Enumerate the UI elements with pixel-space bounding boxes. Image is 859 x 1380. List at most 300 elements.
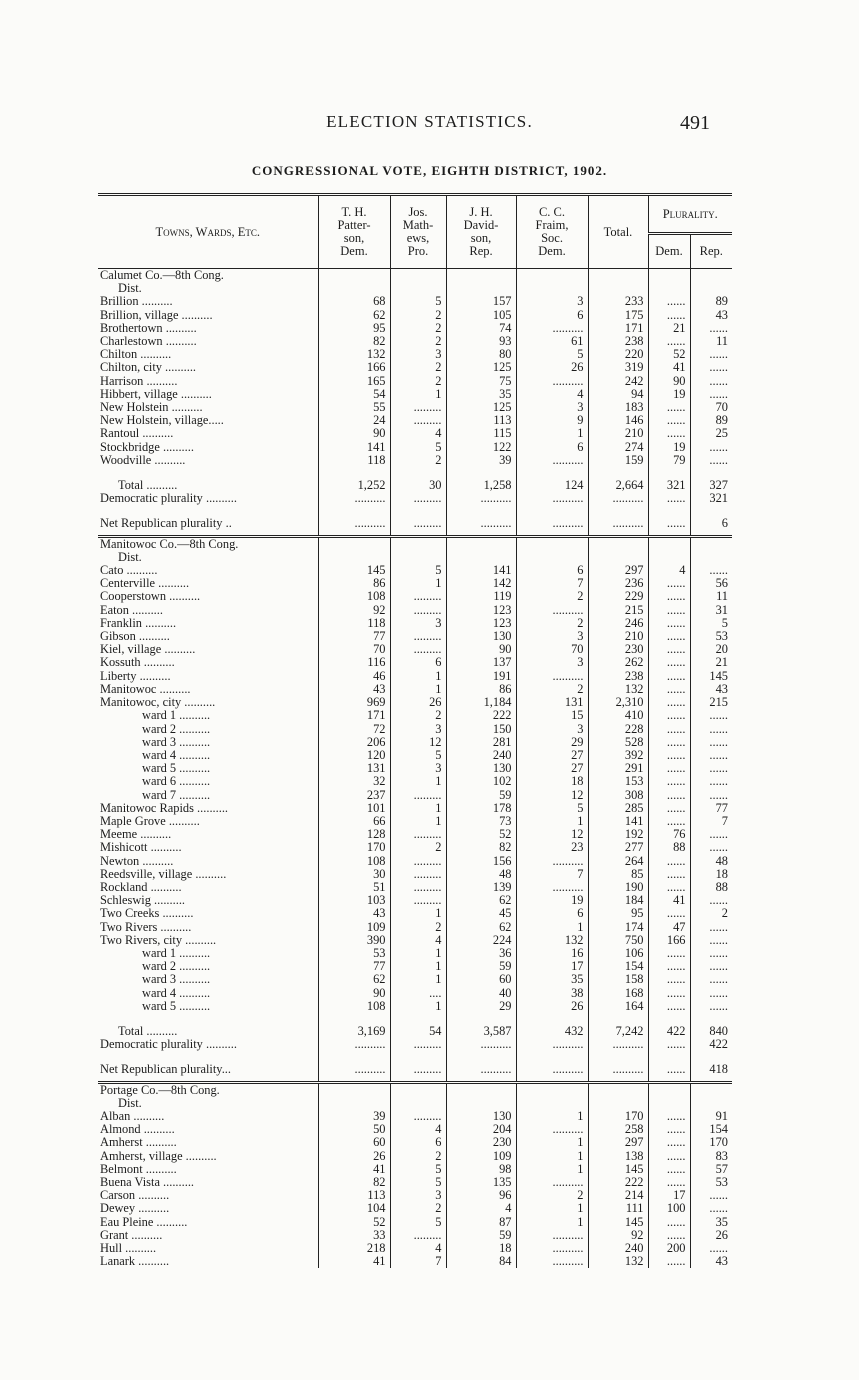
row-label: Franklin ..........: [100, 615, 177, 630]
cell: [588, 1082, 648, 1097]
table-row: [98, 934, 732, 947]
cell: 108: [318, 1000, 390, 1013]
cell: 95: [588, 907, 648, 920]
cell: ......: [648, 1063, 690, 1076]
cell: 29: [516, 736, 588, 749]
row-label: ward 4 ..........: [142, 747, 211, 762]
cell: 75: [446, 375, 516, 388]
cell: 210: [588, 630, 648, 643]
cell: 19: [648, 388, 690, 401]
cell: 62: [446, 894, 516, 907]
cell: 1: [516, 427, 588, 440]
cell: 204: [446, 1123, 516, 1136]
cell: 262: [588, 656, 648, 669]
cell: ..........: [516, 1255, 588, 1268]
cell: 171: [588, 322, 648, 335]
row-label: New Holstein, village.....: [100, 413, 224, 428]
cell: 422: [648, 1025, 690, 1038]
row-label: Kossuth ..........: [100, 655, 175, 670]
cell: 141: [318, 441, 390, 454]
table-row: [98, 907, 732, 920]
cell: 137: [446, 656, 516, 669]
cell: 229: [588, 590, 648, 603]
cell: 91: [690, 1110, 732, 1123]
cell: 1: [390, 577, 446, 590]
cell: ......: [690, 564, 732, 577]
cell: 88: [648, 841, 690, 854]
cell: 54: [390, 1025, 446, 1038]
cell: 2: [390, 309, 446, 322]
cell: 84: [446, 1255, 516, 1268]
cell: 228: [588, 723, 648, 736]
cell: 274: [588, 441, 648, 454]
cell: 85: [588, 868, 648, 881]
row-label: Manitowoc Co.—8th Cong.: [100, 536, 239, 551]
cell: 2: [516, 617, 588, 630]
table-row: [98, 709, 732, 722]
cell: 132: [588, 683, 648, 696]
cell: ......: [690, 934, 732, 947]
cell: ..........: [516, 1038, 588, 1051]
column-header-plurality-rep: Rep.: [690, 234, 732, 269]
cell: 53: [690, 1176, 732, 1189]
cell: 1: [516, 1136, 588, 1149]
cell: 750: [588, 934, 648, 947]
table-row: [98, 1255, 732, 1268]
cell: 30: [318, 868, 390, 881]
cell: 1: [390, 388, 446, 401]
cell: 5: [390, 1216, 446, 1229]
cell: 50: [318, 1123, 390, 1136]
row-label: Amherst ..........: [100, 1135, 177, 1150]
table-row: [98, 987, 732, 1000]
table-row: [98, 736, 732, 749]
cell: 77: [318, 630, 390, 643]
cell: 40: [446, 987, 516, 1000]
cell: .........: [390, 1110, 446, 1123]
cell: 59: [446, 789, 516, 802]
table-row: [98, 309, 732, 322]
row-label: ward 2 ..........: [142, 959, 211, 974]
cell: ......: [690, 762, 732, 775]
cell: ......: [690, 361, 732, 374]
cell: 3: [516, 630, 588, 643]
cell: 1: [390, 947, 446, 960]
cell: 7,242: [588, 1025, 648, 1038]
cell: ..........: [516, 1176, 588, 1189]
cell: 94: [588, 388, 648, 401]
cell: ......: [648, 517, 690, 530]
cell: 258: [588, 1123, 648, 1136]
cell: 5: [390, 564, 446, 577]
cell: 191: [446, 670, 516, 683]
cell: ......: [648, 590, 690, 603]
cell: 154: [588, 960, 648, 973]
row-label: ward 4 ..........: [142, 985, 211, 1000]
cell: 6: [516, 441, 588, 454]
cell: 1: [390, 960, 446, 973]
cell: [690, 1082, 732, 1097]
column-header-towns: Towns, Wards, Etc.: [98, 195, 318, 269]
cell: 141: [446, 564, 516, 577]
cell: [516, 1082, 588, 1097]
row-label: Dist.: [118, 1095, 142, 1110]
cell: 131: [516, 696, 588, 709]
cell: ..........: [516, 322, 588, 335]
cell: 51: [318, 881, 390, 894]
cell: ..........: [318, 492, 390, 505]
cell: 184: [588, 894, 648, 907]
cell: 7: [516, 868, 588, 881]
cell: ......: [648, 802, 690, 815]
row-label: Belmont ..........: [100, 1161, 177, 1176]
cell: 12: [516, 789, 588, 802]
cell: 33: [318, 1229, 390, 1242]
cell: 53: [690, 630, 732, 643]
row-label: Stockbridge ..........: [100, 439, 194, 454]
cell: 35: [446, 388, 516, 401]
cell: 392: [588, 749, 648, 762]
row-label: Almond ..........: [100, 1122, 175, 1137]
vote-table: [98, 193, 732, 1268]
table-row: [98, 295, 732, 308]
cell: 5: [390, 1176, 446, 1189]
cell: 26: [516, 1000, 588, 1013]
cell: 122: [446, 441, 516, 454]
row-label: Brillion, village ..........: [100, 307, 213, 322]
cell: 321: [690, 492, 732, 505]
cell: [690, 269, 732, 283]
cell: 170: [588, 1110, 648, 1123]
cell: ..........: [318, 1038, 390, 1051]
running-head: ELECTION STATISTICS.: [326, 112, 533, 131]
table-row: [98, 802, 732, 815]
cell: 200: [648, 1242, 690, 1255]
cell: 26: [516, 361, 588, 374]
cell: ......: [648, 1150, 690, 1163]
cell: 4: [390, 1123, 446, 1136]
cell: 39: [446, 454, 516, 467]
cell: 1,258: [446, 479, 516, 492]
cell: 62: [318, 309, 390, 322]
cell: 2: [390, 361, 446, 374]
cell: 109: [318, 921, 390, 934]
cell: 236: [588, 577, 648, 590]
cell: 2: [390, 1202, 446, 1215]
cell: 19: [516, 894, 588, 907]
cell: 2: [390, 841, 446, 854]
cell: 79: [648, 454, 690, 467]
cell: 89: [690, 295, 732, 308]
row-label: Gibson ..........: [100, 629, 170, 644]
cell: 38: [516, 987, 588, 1000]
cell: ......: [690, 987, 732, 1000]
cell: 61: [516, 335, 588, 348]
cell: 2: [390, 322, 446, 335]
cell: 1: [390, 815, 446, 828]
cell: 6: [516, 309, 588, 322]
row-label: Hibbert, village ..........: [100, 386, 212, 401]
row-label: Reedsville, village ..........: [100, 866, 227, 881]
cell: 242: [588, 375, 648, 388]
cell: 73: [446, 815, 516, 828]
row-label: Net Republican plurality ..: [100, 516, 232, 531]
cell: ....: [390, 987, 446, 1000]
table-row: [98, 1000, 732, 1013]
cell: 166: [318, 361, 390, 374]
cell: ......: [690, 736, 732, 749]
cell: 170: [318, 841, 390, 854]
row-label: Eaton ..........: [100, 602, 163, 617]
cell: 327: [690, 479, 732, 492]
cell: 70: [318, 643, 390, 656]
cell: 240: [446, 749, 516, 762]
row-label: ward 1 ..........: [142, 945, 211, 960]
cell: 119: [446, 590, 516, 603]
cell: 2: [390, 454, 446, 467]
row-label: Maple Grove ..........: [100, 813, 200, 828]
row-label: Total ..........: [118, 478, 178, 493]
cell: ......: [648, 1216, 690, 1229]
cell: [588, 536, 648, 551]
cell: 1: [516, 921, 588, 934]
row-label: Cato ..........: [100, 563, 158, 578]
cell: 98: [446, 1163, 516, 1176]
cell: 100: [648, 1202, 690, 1215]
cell: 159: [588, 454, 648, 467]
cell: 1,252: [318, 479, 390, 492]
cell: ..........: [446, 1063, 516, 1076]
cell: 125: [446, 401, 516, 414]
cell: .........: [390, 643, 446, 656]
cell: 55: [318, 401, 390, 414]
cell: 230: [588, 643, 648, 656]
cell: 90: [318, 987, 390, 1000]
table-row: [98, 1038, 732, 1051]
cell: 1: [516, 1150, 588, 1163]
cell: 36: [446, 947, 516, 960]
cell: 5: [390, 749, 446, 762]
cell: 29: [446, 1000, 516, 1013]
cell: 5: [516, 802, 588, 815]
cell: 171: [318, 709, 390, 722]
cell: 24: [318, 414, 390, 427]
cell: ..........: [516, 375, 588, 388]
cell: ......: [648, 401, 690, 414]
cell: 132: [516, 934, 588, 947]
cell: ......: [690, 441, 732, 454]
cell: 168: [588, 987, 648, 1000]
cell: 3: [390, 348, 446, 361]
row-label: Manitowoc ..........: [100, 681, 191, 696]
cell: ..........: [446, 517, 516, 530]
cell: [390, 536, 446, 551]
row-label: Brothertown ..........: [100, 320, 197, 335]
cell: 3: [516, 656, 588, 669]
cell: 1: [516, 1110, 588, 1123]
cell: 4: [648, 564, 690, 577]
cell: ......: [648, 696, 690, 709]
cell: 192: [588, 828, 648, 841]
row-label: Portage Co.—8th Cong.: [100, 1082, 220, 1097]
row-label: Cooperstown ..........: [100, 589, 201, 604]
cell: 108: [318, 855, 390, 868]
cell: ......: [648, 414, 690, 427]
cell: ......: [690, 749, 732, 762]
cell: 41: [648, 894, 690, 907]
table-title: CONGRESSIONAL VOTE, EIGHTH DISTRICT, 1902.: [251, 163, 608, 178]
cell: [516, 536, 588, 551]
cell: 2: [516, 683, 588, 696]
table-body: [98, 269, 732, 1269]
row-label: Manitowoc Rapids ..........: [100, 800, 229, 815]
cell: 222: [446, 709, 516, 722]
cell: 104: [318, 1202, 390, 1215]
table-row: [98, 1150, 732, 1163]
cell: 1: [390, 775, 446, 788]
table-row: [98, 492, 732, 505]
cell: ..........: [318, 1063, 390, 1076]
cell: 70: [690, 401, 732, 414]
cell: ..........: [446, 492, 516, 505]
cell: 87: [446, 1216, 516, 1229]
cell: ......: [648, 1000, 690, 1013]
cell: 1: [390, 1000, 446, 1013]
cell: 6: [390, 1136, 446, 1149]
cell: ......: [690, 454, 732, 467]
cell: ......: [690, 789, 732, 802]
cell: ......: [648, 295, 690, 308]
cell: 4: [390, 1242, 446, 1255]
cell: 291: [588, 762, 648, 775]
cell: 90: [648, 375, 690, 388]
table-row: [98, 454, 732, 467]
cell: 170: [690, 1136, 732, 1149]
cell: 218: [318, 1242, 390, 1255]
table-row: [98, 670, 732, 683]
row-label: Rockland ..........: [100, 879, 182, 894]
cell: 5: [516, 348, 588, 361]
cell: ......: [648, 1110, 690, 1123]
row-label: ward 5 ..........: [142, 761, 211, 776]
cell: ......: [690, 828, 732, 841]
cell: 45: [446, 907, 516, 920]
cell: ......: [690, 375, 732, 388]
cell: ......: [648, 709, 690, 722]
table-row: [98, 656, 732, 669]
table-row: [98, 269, 732, 283]
row-label: Hull ..........: [100, 1241, 157, 1256]
cell: [648, 1097, 690, 1110]
cell: 101: [318, 802, 390, 815]
cell: 3: [516, 723, 588, 736]
cell: ......: [648, 960, 690, 973]
table-row: [98, 1097, 732, 1110]
cell: 35: [690, 1216, 732, 1229]
cell: 120: [318, 749, 390, 762]
table-row: [98, 361, 732, 374]
cell: ......: [648, 1123, 690, 1136]
cell: 74: [446, 322, 516, 335]
cell: 52: [318, 1216, 390, 1229]
cell: ......: [648, 855, 690, 868]
cell: 308: [588, 789, 648, 802]
cell: ..........: [516, 604, 588, 617]
cell: 57: [690, 1163, 732, 1176]
column-header-mathews: Jos. Math- ews, Pro.: [390, 195, 446, 269]
row-label: Two Rivers ..........: [100, 919, 192, 934]
cell: 46: [318, 670, 390, 683]
cell: ..........: [516, 517, 588, 530]
table-row: [98, 868, 732, 881]
cell: [648, 1082, 690, 1097]
cell: .........: [390, 1038, 446, 1051]
row-label: ward 1 ..........: [142, 708, 211, 723]
table-row: [98, 1202, 732, 1215]
cell: 432: [516, 1025, 588, 1038]
cell: .........: [390, 881, 446, 894]
cell: ......: [648, 492, 690, 505]
row-label: Brillion ..........: [100, 294, 173, 309]
cell: ..........: [588, 1063, 648, 1076]
cell: 77: [318, 960, 390, 973]
cell: 18: [446, 1242, 516, 1255]
row-label: Democratic plurality ..........: [100, 491, 237, 506]
cell: 1: [390, 907, 446, 920]
cell: 246: [588, 617, 648, 630]
cell: ......: [648, 309, 690, 322]
cell: [446, 269, 516, 283]
cell: 142: [446, 577, 516, 590]
cell: 88: [690, 881, 732, 894]
cell: 82: [318, 335, 390, 348]
cell: ......: [648, 427, 690, 440]
cell: 130: [446, 630, 516, 643]
cell: [446, 1097, 516, 1110]
cell: 4: [390, 427, 446, 440]
row-label: Total ..........: [118, 1023, 178, 1038]
cell: 214: [588, 1189, 648, 1202]
cell: 62: [446, 921, 516, 934]
cell: 7: [390, 1255, 446, 1268]
cell: 157: [446, 295, 516, 308]
row-label: Grant ..........: [100, 1227, 163, 1242]
cell: 48: [690, 855, 732, 868]
cell: 2: [390, 335, 446, 348]
row-label: Net Republican plurality...: [100, 1062, 231, 1077]
cell: [648, 269, 690, 283]
cell: ......: [648, 1255, 690, 1268]
cell: 1: [516, 1216, 588, 1229]
cell: [390, 1097, 446, 1110]
cell: 3: [516, 295, 588, 308]
cell: 7: [690, 815, 732, 828]
cell: ..........: [588, 492, 648, 505]
cell: [588, 1097, 648, 1110]
cell: ......: [690, 1000, 732, 1013]
cell: 238: [588, 335, 648, 348]
cell: ......: [648, 335, 690, 348]
cell: 215: [588, 604, 648, 617]
cell: ......: [648, 868, 690, 881]
cell: ..........: [588, 517, 648, 530]
cell: ..........: [516, 881, 588, 894]
cell: 237: [318, 789, 390, 802]
cell: 21: [690, 656, 732, 669]
cell: 321: [648, 479, 690, 492]
cell: 215: [690, 696, 732, 709]
cell: 31: [690, 604, 732, 617]
